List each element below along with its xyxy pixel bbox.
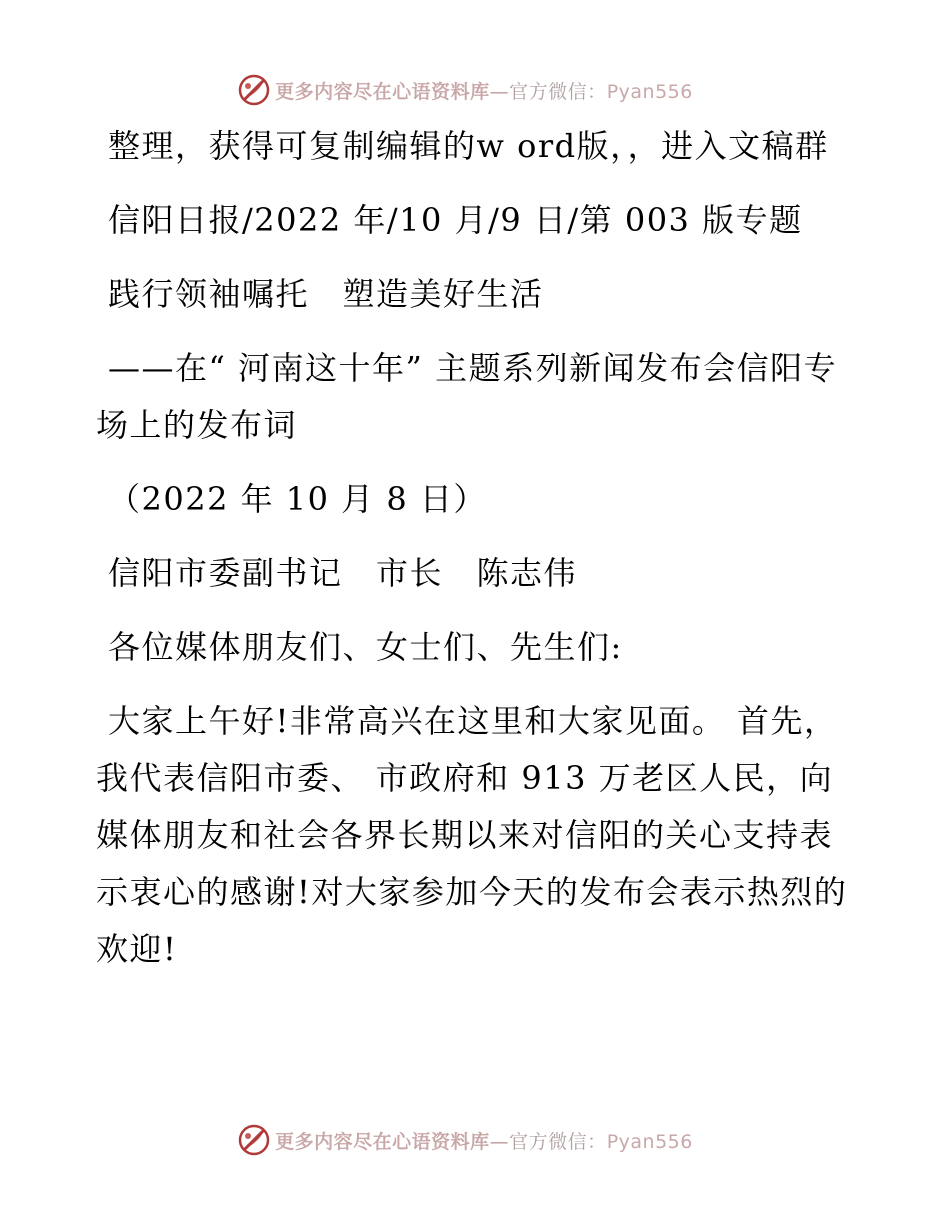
watermark-official-label: 官方微信：	[509, 80, 607, 103]
header-watermark-banner	[0, 72, 950, 108]
intro-note: 整理，获得可复制编辑的w ord版，，进入文稿群	[108, 127, 829, 165]
body-paragraph: 大家上午好!非常高兴在这里和大家见面。 首先， 我代表信阳市委、 市政府和 913 万老区人民，向媒体朋友和社会各界长期以来对信阳的关心支持表示衷心的感谢!对大家参加今天的发布会表示热烈的欢迎!	[96, 702, 848, 968]
watermark-separator: —	[489, 80, 510, 103]
watermark-wechat-id: Pyan556	[606, 1130, 693, 1153]
watermark-main-text: 更多内容尽在心语资料库	[275, 80, 490, 103]
watermark-separator: —	[489, 1130, 510, 1153]
feather-pen-logo-icon	[237, 73, 271, 107]
watermark-text	[275, 77, 693, 104]
footer-watermark-banner	[0, 1122, 950, 1158]
watermark-main-text: 更多内容尽在心语资料库	[275, 1130, 490, 1153]
article-title: 践行领袖嘱托 塑造美好生活	[108, 275, 544, 313]
date-line: （2022 年 10 月 8 日）	[108, 480, 487, 518]
watermark-official-label: 官方微信：	[509, 1130, 607, 1153]
source-line: 信阳日报/2022 年/10 月/9 日/第 003 版专题	[108, 201, 803, 239]
document-body	[96, 118, 856, 995]
watermark-text	[275, 1127, 693, 1154]
watermark-wechat-id: Pyan556	[606, 80, 693, 103]
feather-pen-logo-icon	[237, 1123, 271, 1157]
salutation: 各位媒体朋友们、女士们、先生们:	[108, 628, 623, 666]
article-subtitle: ——在“ 河南这十年” 主题系列新闻发布会信阳专场上的发布词	[96, 349, 838, 444]
author-line: 信阳市委副书记 市长 陈志伟	[108, 554, 578, 592]
